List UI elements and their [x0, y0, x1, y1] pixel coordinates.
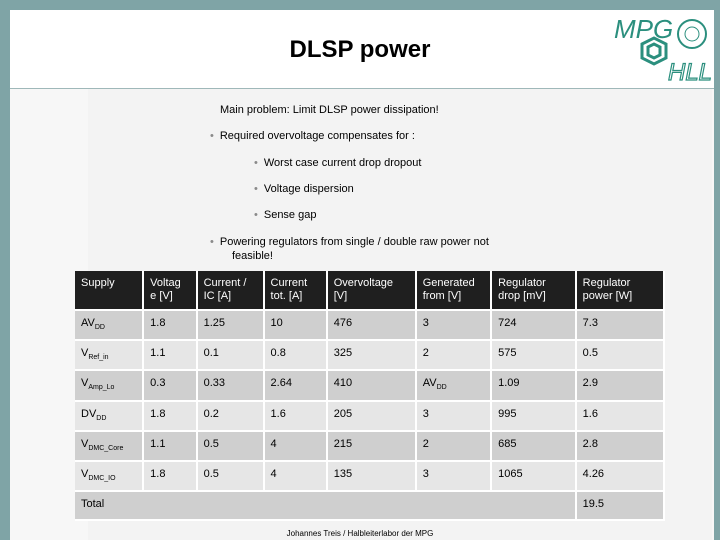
bullet-text: Required overvoltage compensates for :	[219, 130, 415, 142]
cell-power: 2.8	[576, 431, 664, 461]
logo-text-top: MPG	[614, 14, 674, 44]
sub-bullet-text: Voltage dispersion	[263, 183, 354, 195]
sub-bullet-2	[254, 183, 354, 195]
cell-overvoltage: 410	[327, 370, 416, 400]
cell-supply: $DV_{DD}$	[75, 401, 143, 431]
cell-generated: 3	[416, 461, 491, 491]
cell-generated: $AV_{DD}$	[416, 370, 491, 400]
cell-power: 0.5	[576, 340, 664, 370]
sub-bullet-text: Sense gap	[263, 209, 317, 221]
cell-current-tot: 2.64	[264, 370, 327, 400]
power-table	[75, 271, 665, 521]
cell-current-ic: 0.5	[197, 431, 264, 461]
cell-voltage: 1.8	[143, 461, 196, 491]
cell-voltage: 1.1	[143, 431, 196, 461]
cell-current-ic: 1.25	[197, 310, 264, 340]
col-reg-drop: Regulator drop [mV]	[491, 271, 576, 310]
cell-drop: 685	[491, 431, 576, 461]
col-current-tot: Current tot. [A]	[264, 271, 327, 310]
bullet-dot-icon: •	[254, 183, 258, 195]
cell-supply: $V_{Ref\_in}$	[75, 340, 143, 370]
cell-supply: $V_{Amp\_Lo}$	[75, 370, 143, 400]
bullet-dot-icon: •	[210, 130, 214, 142]
cell-overvoltage: 205	[327, 401, 416, 431]
cell-drop: 1.09	[491, 370, 576, 400]
main-problem-text: Main problem: Limit DLSP power dissipation!	[220, 104, 439, 116]
sub-bullet-text: Worst case current drop dropout	[263, 157, 422, 169]
col-voltage: Voltag e [V]	[143, 271, 196, 310]
cell-current-ic: 0.5	[197, 461, 264, 491]
table-total-row	[75, 491, 664, 520]
bullet-regulators	[210, 236, 489, 248]
cell-current-tot: 0.8	[264, 340, 327, 370]
total-value: 19.5	[576, 491, 664, 520]
table-row	[75, 370, 664, 400]
bullet-overvoltage	[210, 130, 415, 142]
cell-supply: $V_{DMC\_Core}$	[75, 431, 143, 461]
cell-current-tot: 4	[264, 431, 327, 461]
cell-generated: 3	[416, 401, 491, 431]
cell-current-ic: 0.1	[197, 340, 264, 370]
cell-drop: 575	[491, 340, 576, 370]
frame-left	[0, 0, 10, 540]
table-row	[75, 461, 664, 491]
table-row	[75, 340, 664, 370]
seal-icon	[678, 20, 706, 48]
cell-power: 1.6	[576, 401, 664, 431]
cell-current-tot: 4	[264, 461, 327, 491]
cell-overvoltage: 215	[327, 431, 416, 461]
cell-overvoltage: 135	[327, 461, 416, 491]
cell-power: 4.26	[576, 461, 664, 491]
cell-power: 7.3	[576, 310, 664, 340]
cell-current-ic: 0.2	[197, 401, 264, 431]
cell-supply: $V_{DMC\_IO}$	[75, 461, 143, 491]
cell-voltage: 0.3	[143, 370, 196, 400]
table-header-row	[75, 271, 664, 310]
logo-text-bottom: HLL	[668, 59, 713, 84]
bullet-text: Powering regulators from single / double raw power not	[219, 236, 489, 248]
cell-voltage: 1.8	[143, 401, 196, 431]
col-supply: Supply	[75, 271, 143, 310]
col-current-ic: Current / IC [A]	[197, 271, 264, 310]
bullet-dot-icon: •	[254, 157, 258, 169]
slide-footer: Johannes Treis / Halbleiterlabor der MPG	[286, 529, 434, 538]
cell-current-tot: 1.6	[264, 401, 327, 431]
cell-generated: 2	[416, 340, 491, 370]
title-divider	[10, 88, 714, 89]
table-row	[75, 401, 664, 431]
cell-overvoltage: 476	[327, 310, 416, 340]
col-overvoltage: Overvoltage [V]	[327, 271, 416, 310]
bullet-regulators-cont: feasible!	[232, 250, 273, 262]
sub-bullet-1	[254, 157, 421, 169]
cell-generated: 2	[416, 431, 491, 461]
sub-bullet-3	[254, 209, 316, 221]
cell-drop: 995	[491, 401, 576, 431]
total-label: Total	[75, 491, 576, 520]
cell-current-ic: 0.33	[197, 370, 264, 400]
cell-voltage: 1.8	[143, 310, 196, 340]
bullet-dot-icon: •	[254, 209, 258, 221]
cell-drop: 1065	[491, 461, 576, 491]
slide-title: DLSP power	[289, 36, 431, 63]
col-generated: Generated from [V]	[416, 271, 491, 310]
table-row	[75, 431, 664, 461]
cell-drop: 724	[491, 310, 576, 340]
mpg-hll-logo	[612, 12, 716, 84]
bullet-dot-icon: •	[210, 236, 214, 248]
cell-generated: 3	[416, 310, 491, 340]
cell-current-tot: 10	[264, 310, 327, 340]
col-reg-power: Regulator power [W]	[576, 271, 664, 310]
table-row	[75, 310, 664, 340]
cell-overvoltage: 325	[327, 340, 416, 370]
cell-voltage: 1.1	[143, 340, 196, 370]
frame-top	[0, 0, 720, 10]
cell-power: 2.9	[576, 370, 664, 400]
cell-supply: $AV_{DD}$	[75, 310, 143, 340]
